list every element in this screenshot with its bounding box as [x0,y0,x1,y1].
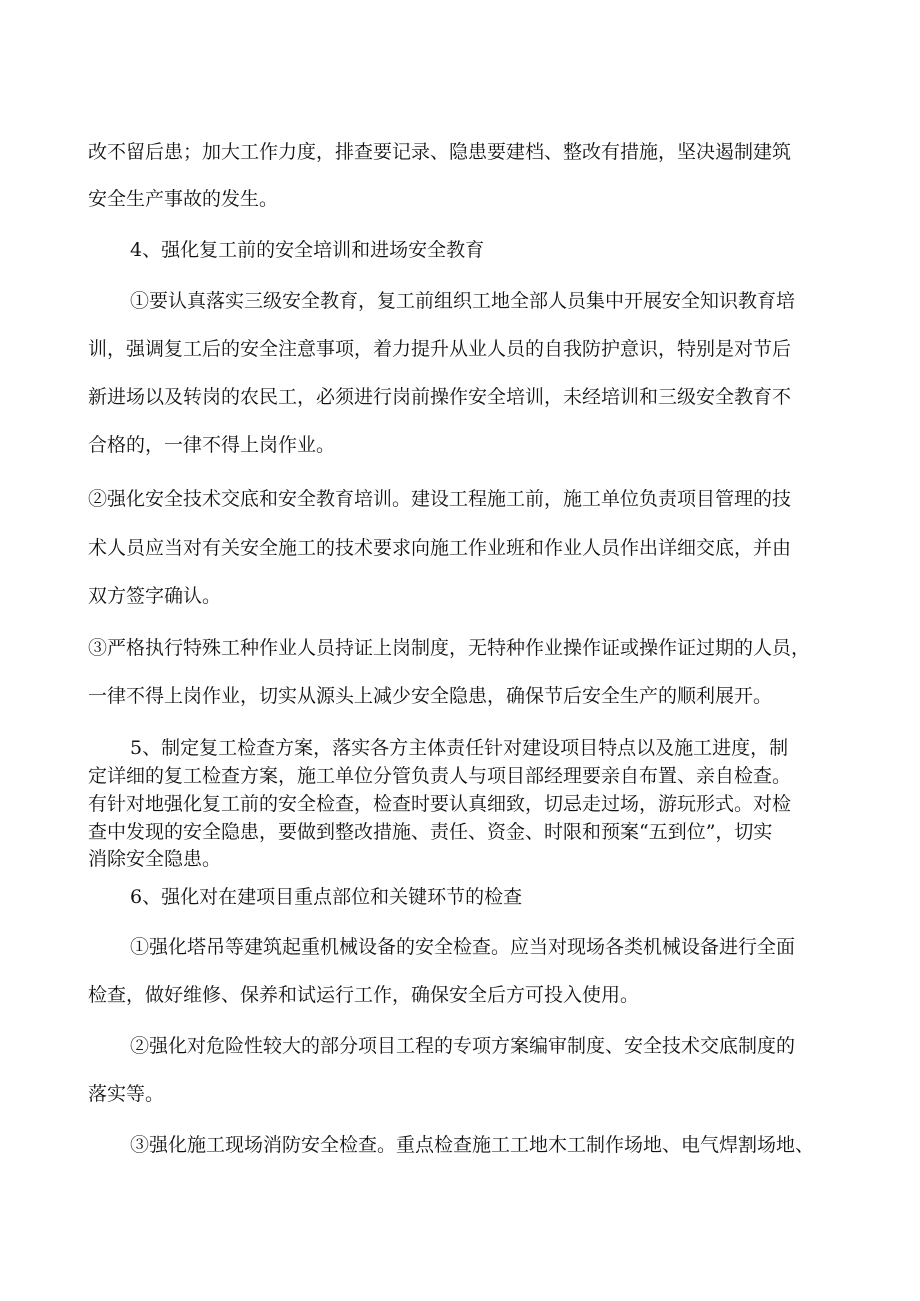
text-line: 双方签字确认。 [88,585,222,607]
text-line: 落实等。 [88,1083,165,1105]
text-line: 一律不得上岗作业，切实从源头上减少安全隐患，确保节后安全生产的顺利展开。 [88,685,773,707]
text-line: ②强化安全技术交底和安全教育培训。建设工程施工前，施工单位负责项目管理的技 [88,488,792,510]
text-line: 5、制定复工检查方案，落实各方主体责任针对建设项目特点以及施工进度，制 [130,737,789,759]
text-line: 检查，做好维修、保养和试运行工作，确保安全后方可投入使用。 [88,984,640,1006]
section-heading: 6、强化对在建项目重点部位和关键环节的检查 [130,886,523,908]
text-line: ③严格执行特殊工种作业人员持证上岗制度，无特种作业操作证或操作证过期的人员， [88,637,811,659]
section-heading: 4、强化复工前的安全培训和进场安全教育 [130,239,485,261]
text-line: 新进场以及转岗的农民工，必须进行岗前操作安全培训，未经培训和三级安全教育不 [88,386,792,408]
text-line: 有针对地强化复工前的安全检查，检查时要认真细致，切忌走过场，游玩形式。对检 [88,793,792,815]
text-line: 查中发现的安全隐患，要做到整改措施、责任、资金、时限和预案“五到位”，切实 [88,821,773,843]
text-line: 定详细的复工检查方案，施工单位分管负责人与项目部经理要亲自布置、亲自检查。 [88,765,792,787]
text-line: ①要认真落实三级安全教育，复工前组织工地全部人员集中开展安全知识教育培 [130,290,796,312]
text-line: 术人员应当对有关安全施工的技术要求向施工作业班和作业人员作出详细交底，并由 [88,537,792,559]
text-line: 安全生产事故的发生。 [88,188,279,210]
text-line: 消除安全隐患。 [88,848,222,870]
text-line: 合格的，一律不得上岗作业。 [88,434,336,456]
text-line: ①强化塔吊等建筑起重机械设备的安全检查。应当对现场各类机械设备进行全面 [130,936,796,958]
text-line: 改不留后患；加大工作力度，排查要记录、隐患要建档、整改有措施，坚决遏制建筑 [88,141,792,163]
text-line: ③强化施工现场消防安全检查。重点检查施工工地木工制作场地、电气焊割场地、 [130,1134,815,1156]
text-line: ②强化对危险性较大的部分项目工程的专项方案编审制度、安全技术交底制度的 [130,1035,796,1057]
text-line: 训，强调复工后的安全注意事项，着力提升从业人员的自我防护意识，特别是对节后 [88,338,792,360]
